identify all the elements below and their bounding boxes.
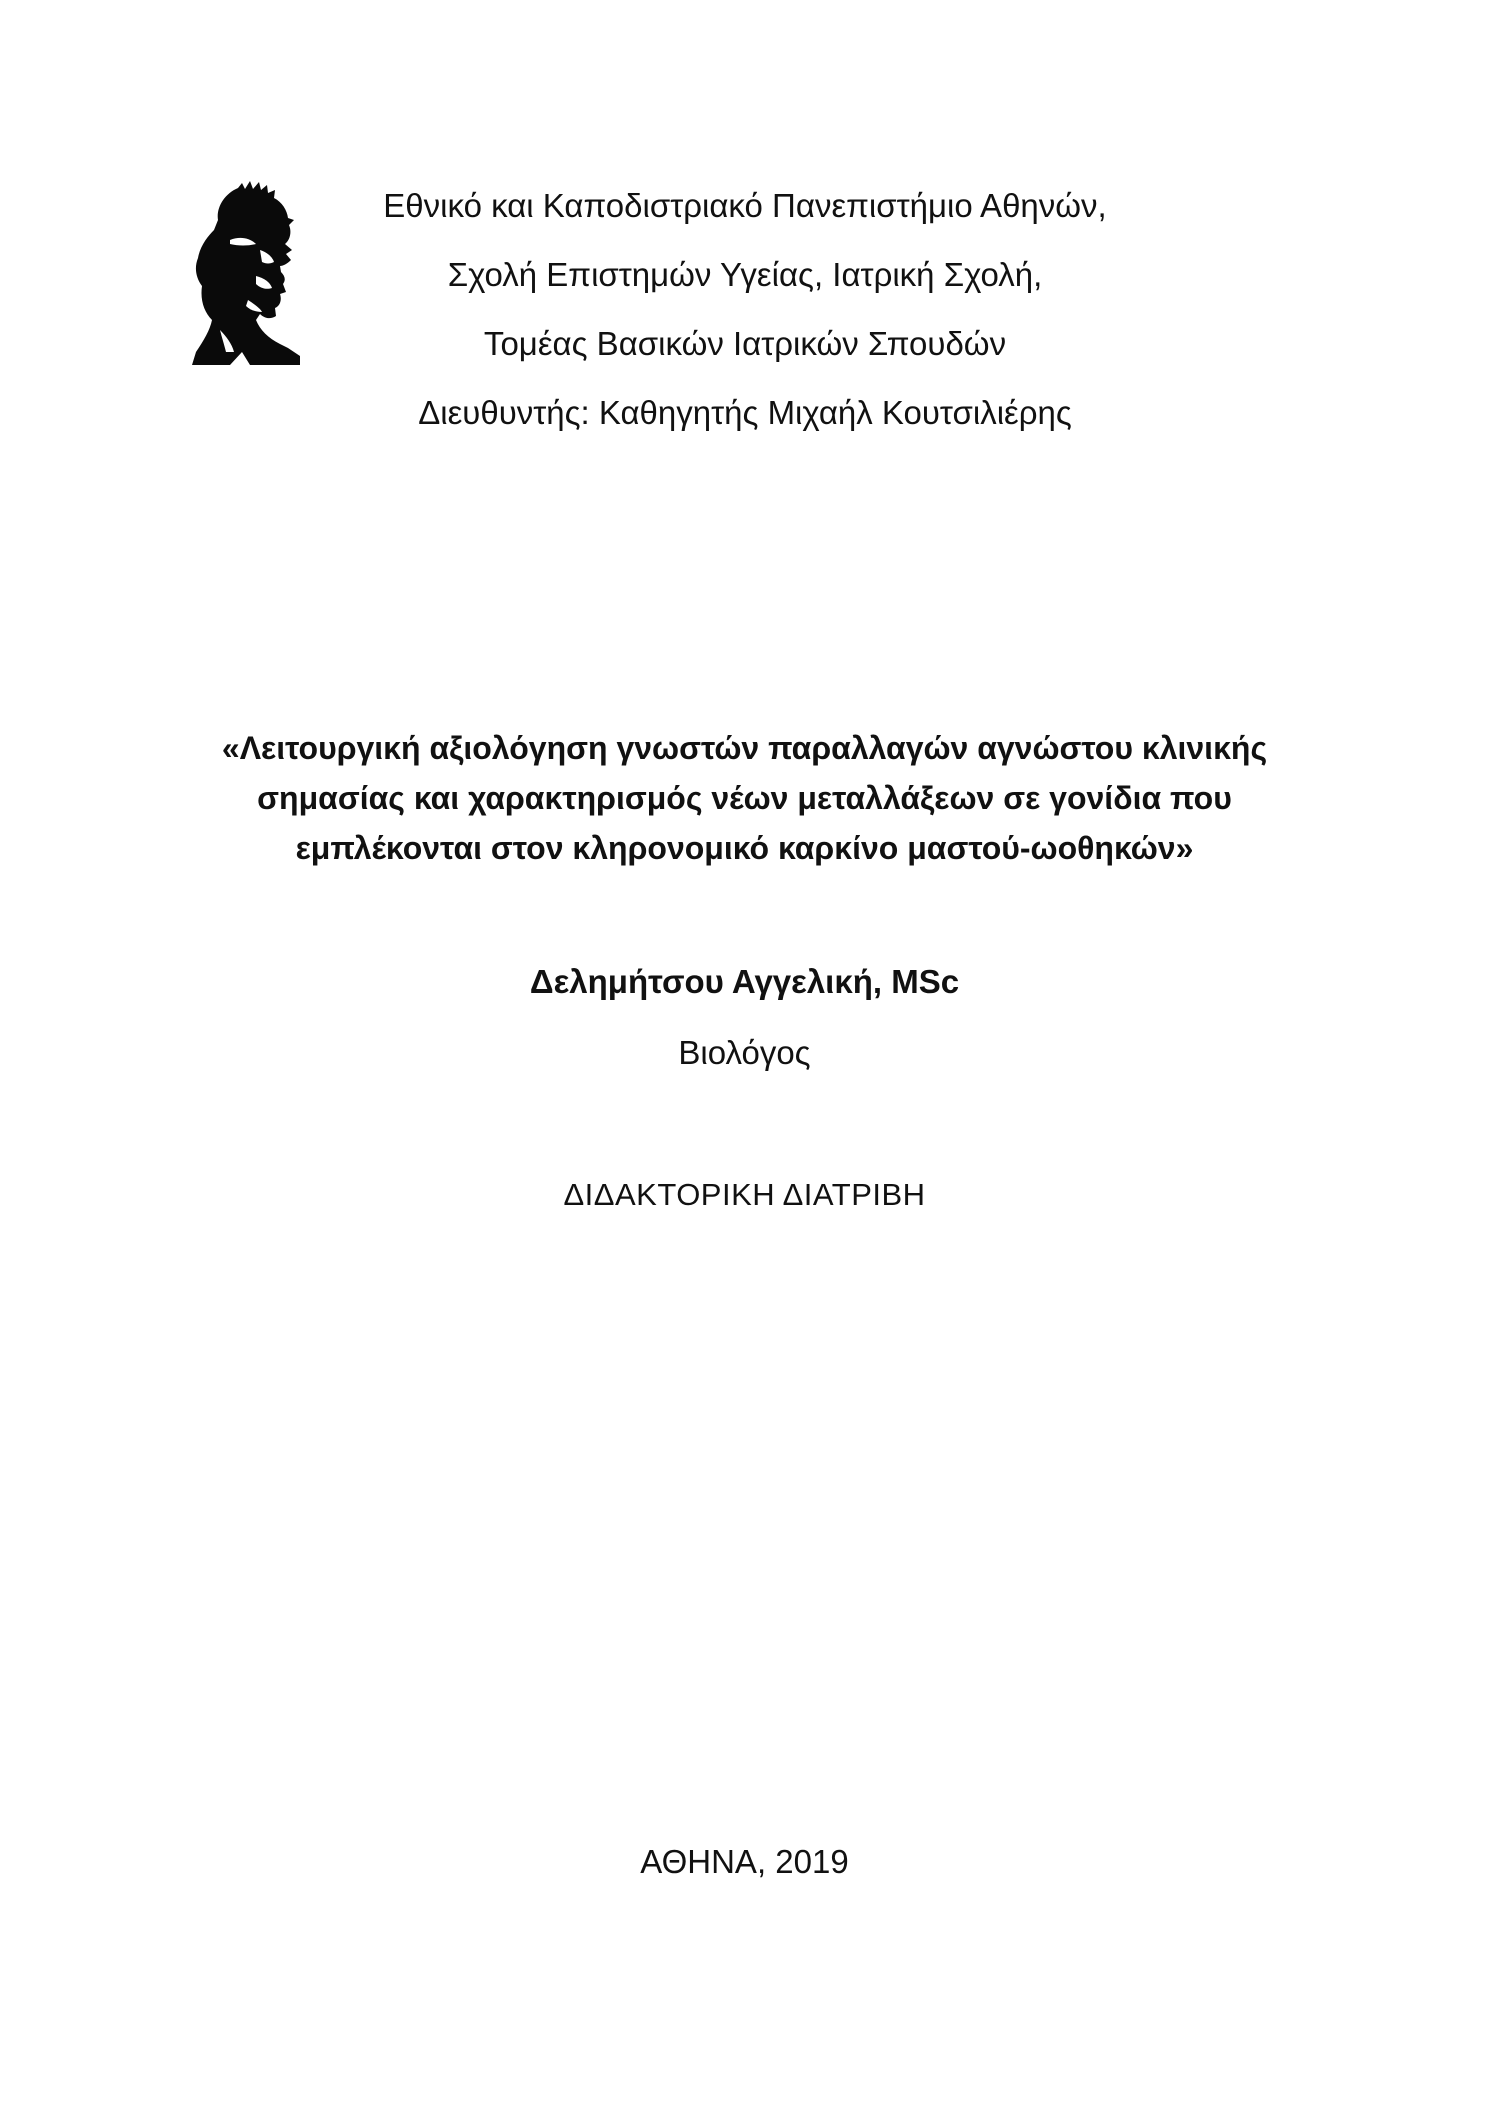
thesis-title-line: εμπλέκονται στον κληρονομικό καρκίνο μαστού-ωοθηκών» [295,830,1194,866]
athena-head-logo-icon [190,180,305,365]
document-type: ΔΙΔΑΚΤΟΡΙΚΗ ΔΙΑΤΡΙΒΗ [563,1177,926,1212]
author-name: Δελημήτσου Αγγελική, MSc [529,963,960,1000]
thesis-title-line: σημασίας και χαρακτηρισμός νέων μεταλλάξεων σε γονίδια που [257,780,1232,816]
author-profession: Βιολόγος [678,1034,811,1071]
school-name: Σχολή Επιστημών Υγείας, Ιατρική Σχολή, [447,256,1043,293]
university-name: Εθνικό και Καποδιστριακό Πανεπιστήμιο Αθηνών, [383,187,1107,224]
director-name: Διευθυντής: Καθηγητής Μιχαήλ Κουτσιλιέρης [418,394,1072,431]
thesis-title-line: «Λειτουργική αξιολόγηση γνωστών παραλλαγών αγνώστου κλινικής [221,730,1268,766]
place-and-year: ΑΘΗΝΑ, 2019 [640,1843,849,1880]
department-name: Τομέας Βασικών Ιατρικών Σπουδών [483,325,1007,362]
